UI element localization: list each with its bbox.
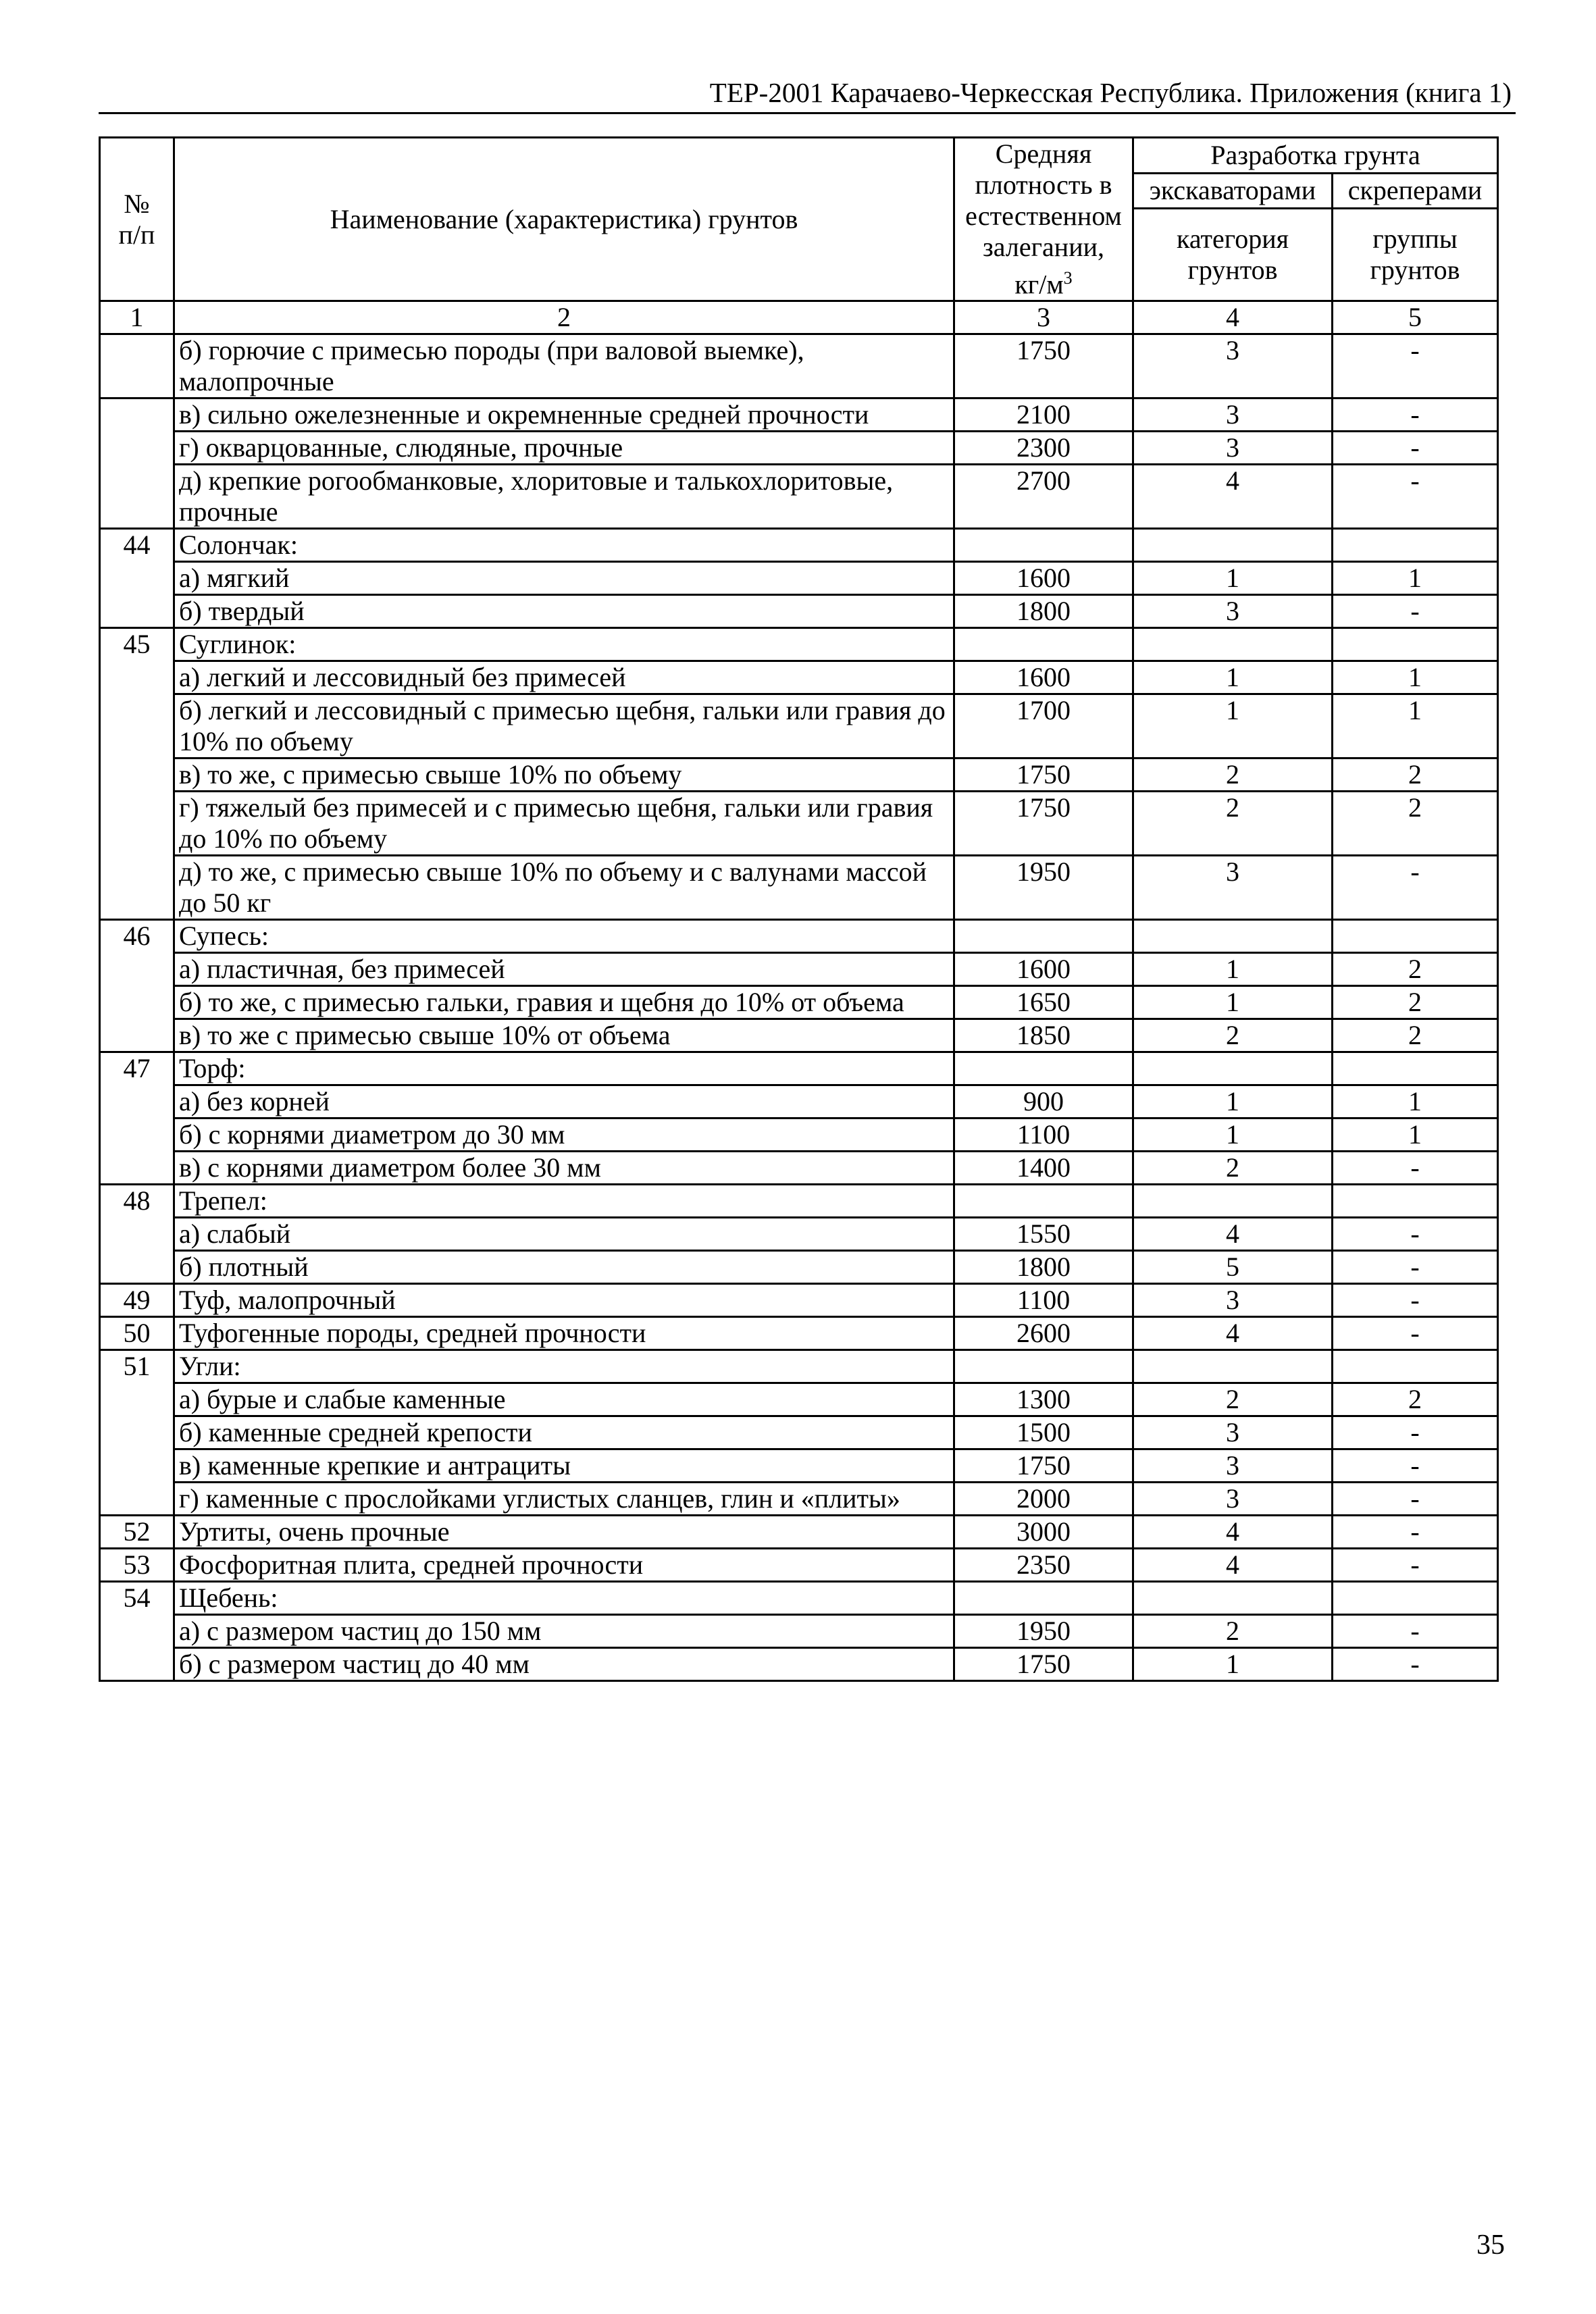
row-number: 53 bbox=[100, 1549, 174, 1582]
density-line3: естественном bbox=[965, 201, 1122, 231]
col-header-category bbox=[1133, 208, 1333, 301]
density-value: 2600 bbox=[954, 1317, 1133, 1350]
soil-name: а) слабый bbox=[174, 1218, 954, 1251]
density-value: 1750 bbox=[954, 759, 1133, 792]
col-header-scrapers: скреперами bbox=[1333, 173, 1498, 208]
density-unit bbox=[959, 263, 1128, 300]
row-number: 45 bbox=[100, 628, 174, 661]
excavator-category: 2 bbox=[1133, 792, 1333, 856]
density-line1: Средняя bbox=[995, 138, 1092, 169]
soil-name: Торф: bbox=[174, 1052, 954, 1085]
soil-name: д) то же, с примесью свыше 10% по объему и с валунами массой до 50 кг bbox=[174, 856, 954, 920]
col-number: 4 bbox=[1133, 301, 1333, 334]
scraper-group: - bbox=[1333, 465, 1498, 529]
density-value: 1700 bbox=[954, 694, 1133, 759]
category-line1: категория bbox=[1177, 224, 1289, 255]
density-value: 1550 bbox=[954, 1218, 1133, 1251]
density-value: 1800 bbox=[954, 1251, 1133, 1284]
density-unit-text: кг/м bbox=[1014, 269, 1064, 300]
table-row bbox=[100, 920, 1498, 953]
col-header-group bbox=[1333, 208, 1498, 301]
table-row bbox=[100, 1516, 1498, 1549]
density-value bbox=[954, 1350, 1133, 1383]
table-row bbox=[100, 334, 1498, 398]
col-header-development: Разработка грунта bbox=[1133, 138, 1498, 174]
scraper-group bbox=[1333, 529, 1498, 562]
row-number bbox=[100, 1483, 174, 1516]
density-value: 2100 bbox=[954, 398, 1133, 432]
density-value: 1600 bbox=[954, 953, 1133, 986]
row-number bbox=[100, 694, 174, 759]
group-line1: группы bbox=[1372, 224, 1458, 255]
soil-name: б) с размером частиц до 40 мм bbox=[174, 1648, 954, 1681]
table-row bbox=[100, 1383, 1498, 1416]
excavator-category: 1 bbox=[1133, 694, 1333, 759]
density-value: 1400 bbox=[954, 1152, 1133, 1185]
row-number bbox=[100, 792, 174, 856]
density-value: 1750 bbox=[954, 334, 1133, 398]
soil-name: в) сильно ожелезненные и окремненные средней прочности bbox=[174, 398, 954, 432]
scraper-group bbox=[1333, 628, 1498, 661]
col-header-number-line2: п/п bbox=[118, 219, 155, 250]
col-header-name: Наименование (характеристика) грунтов bbox=[174, 138, 954, 301]
scraper-group: - bbox=[1333, 1251, 1498, 1284]
excavator-category: 4 bbox=[1133, 465, 1333, 529]
soil-name: Угли: bbox=[174, 1350, 954, 1383]
excavator-category bbox=[1133, 1582, 1333, 1615]
density-value: 1650 bbox=[954, 986, 1133, 1019]
col-number: 5 bbox=[1333, 301, 1498, 334]
excavator-category: 5 bbox=[1133, 1251, 1333, 1284]
excavator-category: 4 bbox=[1133, 1218, 1333, 1251]
scraper-group: 2 bbox=[1333, 953, 1498, 986]
soil-table bbox=[99, 136, 1499, 1682]
row-number bbox=[100, 953, 174, 986]
soil-name: г) тяжелый без примесей и с примесью щебня, гальки или гравия до 10% по объему bbox=[174, 792, 954, 856]
table-row bbox=[100, 856, 1498, 920]
soil-name: а) мягкий bbox=[174, 562, 954, 595]
table-row bbox=[100, 953, 1498, 986]
table-row bbox=[100, 1019, 1498, 1052]
soil-name: а) с размером частиц до 150 мм bbox=[174, 1615, 954, 1648]
excavator-category: 3 bbox=[1133, 856, 1333, 920]
scraper-group: - bbox=[1333, 1449, 1498, 1483]
table-row bbox=[100, 1185, 1498, 1218]
scraper-group: 2 bbox=[1333, 986, 1498, 1019]
excavator-category: 1 bbox=[1133, 1119, 1333, 1152]
row-number: 48 bbox=[100, 1185, 174, 1218]
density-value: 3000 bbox=[954, 1516, 1133, 1549]
row-number bbox=[100, 986, 174, 1019]
soil-name: в) каменные крепкие и антрациты bbox=[174, 1449, 954, 1483]
col-header-density bbox=[954, 138, 1133, 301]
table-row bbox=[100, 398, 1498, 432]
row-number bbox=[100, 398, 174, 432]
header-title: ТЕР-2001 Карачаево-Черкесская Республика. Приложения (книга 1) bbox=[709, 77, 1512, 108]
scraper-group: - bbox=[1333, 1317, 1498, 1350]
density-value: 1950 bbox=[954, 856, 1133, 920]
table-row bbox=[100, 1218, 1498, 1251]
excavator-category: 1 bbox=[1133, 1085, 1333, 1119]
excavator-category: 4 bbox=[1133, 1549, 1333, 1582]
density-line2: плотность в bbox=[975, 170, 1112, 200]
scraper-group: 2 bbox=[1333, 792, 1498, 856]
table-row bbox=[100, 1251, 1498, 1284]
scraper-group: 2 bbox=[1333, 759, 1498, 792]
table-row bbox=[100, 628, 1498, 661]
row-number bbox=[100, 1119, 174, 1152]
table-row bbox=[100, 529, 1498, 562]
excavator-category bbox=[1133, 1185, 1333, 1218]
table-row bbox=[100, 595, 1498, 628]
row-number: 49 bbox=[100, 1284, 174, 1317]
soil-name: а) бурые и слабые каменные bbox=[174, 1383, 954, 1416]
scraper-group: 1 bbox=[1333, 694, 1498, 759]
table-row bbox=[100, 1119, 1498, 1152]
page-number: 35 bbox=[1476, 2230, 1505, 2261]
col-header-number-line1: № bbox=[124, 188, 150, 219]
row-number bbox=[100, 1648, 174, 1681]
scraper-group: 2 bbox=[1333, 1019, 1498, 1052]
scraper-group: 1 bbox=[1333, 1119, 1498, 1152]
row-number bbox=[100, 1218, 174, 1251]
density-value bbox=[954, 529, 1133, 562]
soil-name: Суглинок: bbox=[174, 628, 954, 661]
density-value bbox=[954, 1052, 1133, 1085]
excavator-category: 2 bbox=[1133, 1019, 1333, 1052]
soil-name: г) каменные с прослойками углистых сланцев, глин и «плиты» bbox=[174, 1483, 954, 1516]
excavator-category: 2 bbox=[1133, 759, 1333, 792]
excavator-category: 3 bbox=[1133, 1416, 1333, 1449]
scraper-group bbox=[1333, 1185, 1498, 1218]
col-number: 2 bbox=[174, 301, 954, 334]
excavator-category bbox=[1133, 529, 1333, 562]
scraper-group: - bbox=[1333, 1615, 1498, 1648]
row-number bbox=[100, 1152, 174, 1185]
row-number bbox=[100, 661, 174, 694]
col-number: 3 bbox=[954, 301, 1133, 334]
density-value: 1600 bbox=[954, 562, 1133, 595]
table-row bbox=[100, 1152, 1498, 1185]
scraper-group: - bbox=[1333, 1152, 1498, 1185]
soil-name: Солончак: bbox=[174, 529, 954, 562]
table-row bbox=[100, 792, 1498, 856]
row-number bbox=[100, 1085, 174, 1119]
density-value: 1100 bbox=[954, 1119, 1133, 1152]
density-value: 1950 bbox=[954, 1615, 1133, 1648]
excavator-category bbox=[1133, 920, 1333, 953]
row-number bbox=[100, 1019, 174, 1052]
excavator-category: 3 bbox=[1133, 432, 1333, 465]
scraper-group bbox=[1333, 1582, 1498, 1615]
soil-name: б) то же, с примесью гальки, гравия и щебня до 10% от объема bbox=[174, 986, 954, 1019]
col-header-excavators: экскаваторами bbox=[1133, 173, 1333, 208]
excavator-category: 3 bbox=[1133, 1449, 1333, 1483]
table-row bbox=[100, 661, 1498, 694]
soil-name: б) горючие с примесью породы (при валовой выемке), малопрочные bbox=[174, 334, 954, 398]
table-row bbox=[100, 1350, 1498, 1383]
density-value bbox=[954, 628, 1133, 661]
scraper-group: - bbox=[1333, 856, 1498, 920]
excavator-category: 3 bbox=[1133, 1284, 1333, 1317]
scraper-group: 1 bbox=[1333, 562, 1498, 595]
scraper-group: - bbox=[1333, 595, 1498, 628]
table-row bbox=[100, 1416, 1498, 1449]
table-row bbox=[100, 1085, 1498, 1119]
table-header-row-1 bbox=[100, 138, 1498, 174]
scraper-group bbox=[1333, 1052, 1498, 1085]
row-number: 46 bbox=[100, 920, 174, 953]
scraper-group: - bbox=[1333, 1549, 1498, 1582]
table-row bbox=[100, 1582, 1498, 1615]
scraper-group: - bbox=[1333, 1416, 1498, 1449]
table-row bbox=[100, 1483, 1498, 1516]
soil-name: а) легкий и лессовидный без примесей bbox=[174, 661, 954, 694]
excavator-category: 4 bbox=[1133, 1516, 1333, 1549]
row-number bbox=[100, 1251, 174, 1284]
row-number: 50 bbox=[100, 1317, 174, 1350]
density-value bbox=[954, 1582, 1133, 1615]
scraper-group: - bbox=[1333, 398, 1498, 432]
scraper-group: - bbox=[1333, 432, 1498, 465]
soil-name: Туфогенные породы, средней прочности bbox=[174, 1317, 954, 1350]
soil-name: Щебень: bbox=[174, 1582, 954, 1615]
row-number: 47 bbox=[100, 1052, 174, 1085]
density-value bbox=[954, 1185, 1133, 1218]
row-number bbox=[100, 595, 174, 628]
scraper-group: - bbox=[1333, 1516, 1498, 1549]
density-value: 1600 bbox=[954, 661, 1133, 694]
scraper-group bbox=[1333, 1350, 1498, 1383]
scraper-group: 1 bbox=[1333, 1085, 1498, 1119]
excavator-category: 2 bbox=[1133, 1615, 1333, 1648]
scraper-group: - bbox=[1333, 1648, 1498, 1681]
density-value: 2700 bbox=[954, 465, 1133, 529]
soil-name: а) без корней bbox=[174, 1085, 954, 1119]
soil-name: а) пластичная, без примесей bbox=[174, 953, 954, 986]
density-value: 900 bbox=[954, 1085, 1133, 1119]
row-number: 44 bbox=[100, 529, 174, 562]
row-number bbox=[100, 1383, 174, 1416]
group-line2: грунтов bbox=[1370, 255, 1460, 286]
soil-name: Туф, малопрочный bbox=[174, 1284, 954, 1317]
column-numbers-row bbox=[100, 301, 1498, 334]
row-number bbox=[100, 1416, 174, 1449]
table-row bbox=[100, 432, 1498, 465]
soil-name: в) с корнями диаметром более 30 мм bbox=[174, 1152, 954, 1185]
density-unit-sup: 3 bbox=[1063, 268, 1073, 288]
soil-name: б) легкий и лессовидный с примесью щебня, гальки или гравия до 10% по объему bbox=[174, 694, 954, 759]
table-row bbox=[100, 562, 1498, 595]
col-number: 1 bbox=[100, 301, 174, 334]
excavator-category bbox=[1133, 628, 1333, 661]
excavator-category: 1 bbox=[1133, 986, 1333, 1019]
soil-name: в) то же с примесью свыше 10% от объема bbox=[174, 1019, 954, 1052]
excavator-category: 3 bbox=[1133, 595, 1333, 628]
excavator-category: 1 bbox=[1133, 953, 1333, 986]
soil-name: г) окварцованные, слюдяные, прочные bbox=[174, 432, 954, 465]
row-number bbox=[100, 856, 174, 920]
scraper-group: - bbox=[1333, 1284, 1498, 1317]
row-number bbox=[100, 334, 174, 398]
scraper-group: - bbox=[1333, 1483, 1498, 1516]
excavator-category: 1 bbox=[1133, 661, 1333, 694]
excavator-category bbox=[1133, 1052, 1333, 1085]
excavator-category: 4 bbox=[1133, 1317, 1333, 1350]
table-row bbox=[100, 1615, 1498, 1648]
row-number: 54 bbox=[100, 1582, 174, 1615]
soil-name: б) плотный bbox=[174, 1251, 954, 1284]
density-value: 1850 bbox=[954, 1019, 1133, 1052]
category-line2: грунтов bbox=[1187, 255, 1278, 286]
table-row bbox=[100, 1449, 1498, 1483]
excavator-category: 3 bbox=[1133, 334, 1333, 398]
density-value: 1750 bbox=[954, 1648, 1133, 1681]
density-value: 1800 bbox=[954, 595, 1133, 628]
density-value: 1100 bbox=[954, 1284, 1133, 1317]
excavator-category: 2 bbox=[1133, 1152, 1333, 1185]
table-row bbox=[100, 986, 1498, 1019]
scraper-group: 1 bbox=[1333, 661, 1498, 694]
soil-name: Супесь: bbox=[174, 920, 954, 953]
page-header bbox=[99, 73, 1516, 114]
row-number bbox=[100, 1615, 174, 1648]
density-value: 1750 bbox=[954, 1449, 1133, 1483]
soil-name: Уртиты, очень прочные bbox=[174, 1516, 954, 1549]
table-row bbox=[100, 759, 1498, 792]
row-number bbox=[100, 759, 174, 792]
soil-name: Фосфоритная плита, средней прочности bbox=[174, 1549, 954, 1582]
table-row bbox=[100, 1549, 1498, 1582]
density-value: 2350 bbox=[954, 1549, 1133, 1582]
soil-name: Трепел: bbox=[174, 1185, 954, 1218]
col-header-number bbox=[100, 138, 174, 301]
row-number bbox=[100, 562, 174, 595]
scraper-group: - bbox=[1333, 1218, 1498, 1251]
soil-name: б) твердый bbox=[174, 595, 954, 628]
scraper-group: 2 bbox=[1333, 1383, 1498, 1416]
excavator-category bbox=[1133, 1350, 1333, 1383]
table-row bbox=[100, 1648, 1498, 1681]
row-number bbox=[100, 432, 174, 465]
density-value: 2300 bbox=[954, 432, 1133, 465]
table-row bbox=[100, 694, 1498, 759]
scraper-group bbox=[1333, 920, 1498, 953]
density-value: 1750 bbox=[954, 792, 1133, 856]
table-row bbox=[100, 1317, 1498, 1350]
density-value: 1500 bbox=[954, 1416, 1133, 1449]
table-row bbox=[100, 465, 1498, 529]
scraper-group: - bbox=[1333, 334, 1498, 398]
soil-name: в) то же, с примесью свыше 10% по объему bbox=[174, 759, 954, 792]
density-value bbox=[954, 920, 1133, 953]
row-number: 51 bbox=[100, 1350, 174, 1383]
soil-name: д) крепкие рогообманковые, хлоритовые и талькохлоритовые, прочные bbox=[174, 465, 954, 529]
row-number bbox=[100, 465, 174, 529]
excavator-category: 3 bbox=[1133, 1483, 1333, 1516]
density-value: 2000 bbox=[954, 1483, 1133, 1516]
soil-name: б) каменные средней крепости bbox=[174, 1416, 954, 1449]
excavator-category: 2 bbox=[1133, 1383, 1333, 1416]
excavator-category: 3 bbox=[1133, 398, 1333, 432]
row-number bbox=[100, 1449, 174, 1483]
excavator-category: 1 bbox=[1133, 562, 1333, 595]
density-line4: залегании, bbox=[983, 232, 1104, 262]
soil-name: б) с корнями диаметром до 30 мм bbox=[174, 1119, 954, 1152]
density-value: 1300 bbox=[954, 1383, 1133, 1416]
row-number: 52 bbox=[100, 1516, 174, 1549]
table-row bbox=[100, 1284, 1498, 1317]
excavator-category: 1 bbox=[1133, 1648, 1333, 1681]
table-row bbox=[100, 1052, 1498, 1085]
